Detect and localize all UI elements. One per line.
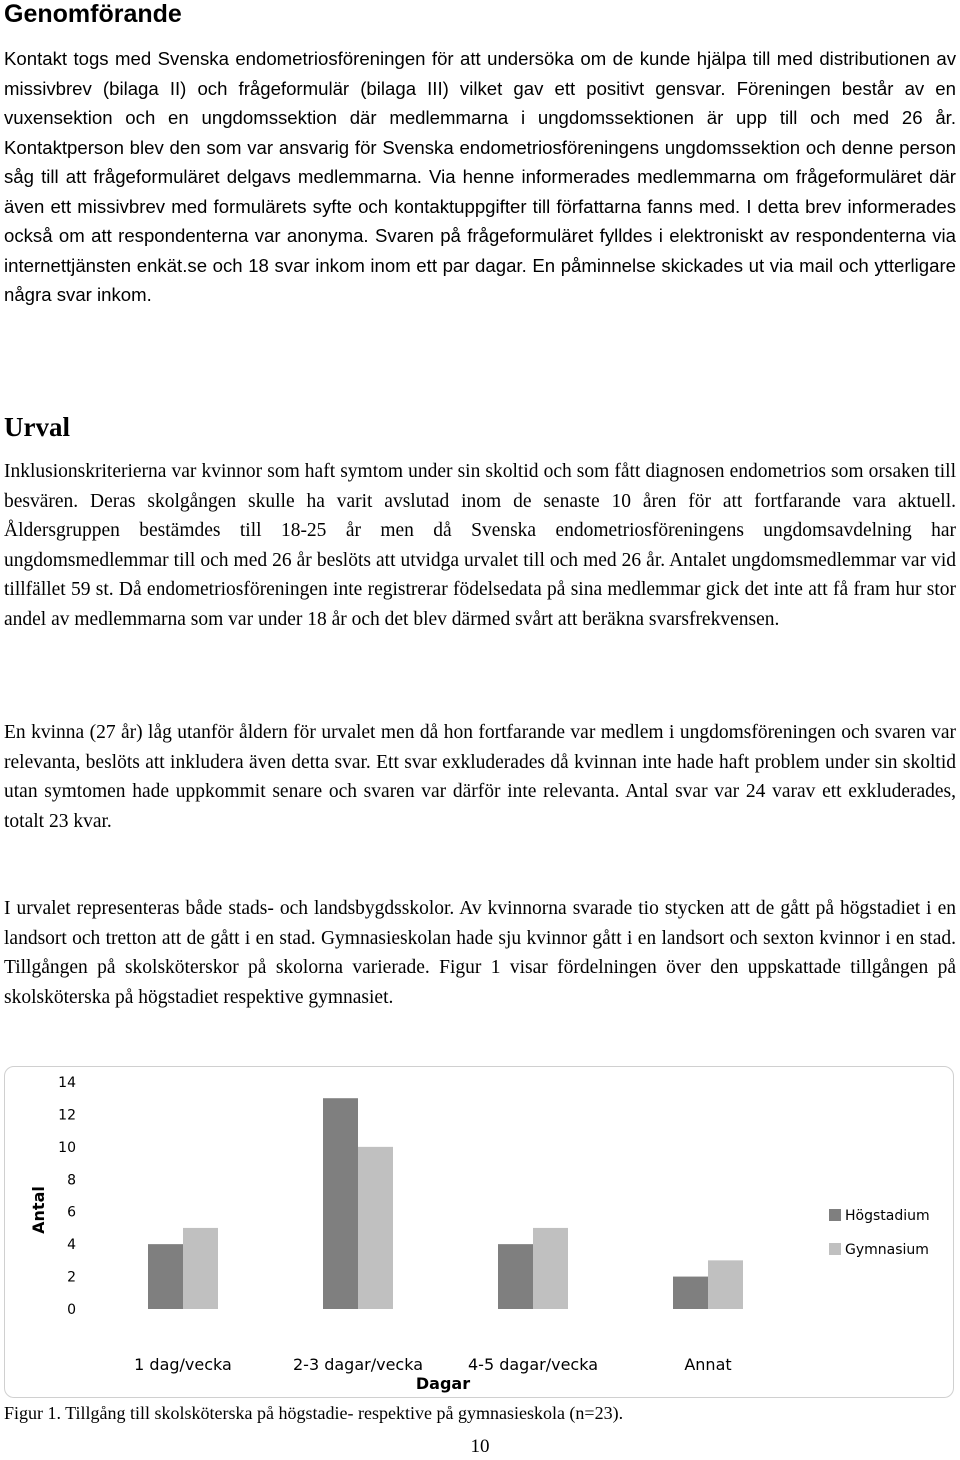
x-category-label: 2-3 dagar/vecka xyxy=(292,1355,424,1374)
bar-hogstadium-1 xyxy=(323,1098,358,1309)
bar-hogstadium-2 xyxy=(498,1244,533,1309)
y-axis-label: Antal xyxy=(29,1186,48,1234)
x-category-label: Annat xyxy=(684,1355,732,1374)
bar-gymnasium-1 xyxy=(358,1147,393,1309)
paragraph-genomforande: Kontakt togs med Svenska endometriosföreningen för att undersöka om de kunde hjälpa till med distributionen av missivbrev (bilaga II) och frågeformulär (bilaga III) vilket gav ett positivt gensvar. Föreningen består av en vuxensektion och en ungdomssektion där medlemmarna i ungdomssektionen är upp till och med 26 år. Kontaktperson blev den som var ansvarig för Svenska endometriosföreningens ungdomssektion och denne person såg till att frågeformuläret delgavs medlemmarna. Via henne informerades medlemmarna om frågeformuläret där även ett missivbrev med formulärets syfte och kontaktuppgifter till författarna fanns med. I detta brev informerades också om att respondenterna var anonyma. Svaren på frågeformuläret fylldes i elektroniskt av respondenterna via internettjänsten enkät.se och 18 svar inkom inom ett par dagar. En påminnelse skickades ut via mail och ytterligare några svar inkom. xyxy=(4,48,956,305)
legend-swatch-gymnasium xyxy=(829,1243,841,1255)
y-tick-label: 14 xyxy=(58,1075,76,1091)
y-tick-label: 0 xyxy=(67,1302,76,1318)
paragraph-urval-3: I urvalet representeras både stads- och landsbygdsskolor. Av kvinnorna svarade tio stycken att de gått på högstadiet i en landsort och tretton att de gått i en stad. Gymnasieskolan hade sju kvinnor gått i en landsort och sexton kvinnor i en stad. Tillgången på skolsköterskor på skolorna varierade. Figur 1 visar fördelningen över den uppskattade tillgången på skolsköterska på högstadiet respektive gymnasiet. xyxy=(4,898,956,1008)
bar-gymnasium-2 xyxy=(533,1228,568,1309)
paragraph-urval-2: En kvinna (27 år) låg utanför åldern för urvalet men då hon fortfarande var medlem i ungdomsföreningen och svaren var relevanta, beslöts att inkludera även detta svar. Ett svar exkluderades då kvinnan inte hade haft problem under sin skoltid utan symtomen hade uppkommit senare och svaren var därför inte relevanta. Antal svar var 24 varav ett exkluderades, totalt 23 kvar. xyxy=(4,722,956,832)
section-heading-urval: Urval xyxy=(4,412,70,442)
x-category-label: 4-5 dagar/vecka xyxy=(467,1355,599,1374)
x-category-label: 1 dag/vecka xyxy=(134,1355,232,1374)
x-axis-label: Dagar xyxy=(415,1374,471,1393)
legend-swatch-hogstadium xyxy=(829,1209,841,1221)
figure-caption: Figur 1. Tillgång till skolsköterska på högstadie- respektive på gymnasieskola (n=23). xyxy=(4,1403,624,1423)
y-tick-label: 6 xyxy=(67,1204,76,1221)
y-tick-label: 4 xyxy=(67,1237,76,1254)
bar-hogstadium-3 xyxy=(673,1277,708,1309)
bar-hogstadium-0 xyxy=(148,1244,183,1309)
page-number: 10 xyxy=(470,1436,490,1457)
section-heading-genomforande: Genomförande xyxy=(4,0,182,28)
y-tick-label: 8 xyxy=(67,1172,76,1189)
bar-gymnasium-3 xyxy=(708,1260,743,1309)
legend-label-hogstadium: Högstadium xyxy=(845,1208,930,1224)
paragraph-urval-1: Inklusionskriterierna var kvinnor som haft symtom under sin skoltid och som fått diagnosen endometrios som orsaken till besvären. Deras skolgången skulle ha varit avslutad inom de senaste 10 åren för att fortfarande vara aktuell. Åldersgruppen bestämdes till 18-25 år men då Svenska endometriosföreningens ungdomsavdelning har ungdomsmedlemmar till och med 26 år beslöts att utvidga urvalet till och med 26 år. Antalet ungdomsmedlemmar var vid tillfället 59 st. Då endometriosföreningen inte registrerar födelsedata på sina medlemmar gick det inte att få fram hur stor andel av medlemmarna som var under 18 år och det blev därmed svårt att beräkna svarsfrekvensen. xyxy=(4,461,956,630)
bar-chart xyxy=(4,1066,954,1398)
bar-chart-svg xyxy=(5,1067,953,1397)
y-tick-label: 2 xyxy=(67,1269,76,1286)
y-tick-label: 10 xyxy=(58,1139,76,1156)
bar-gymnasium-0 xyxy=(183,1228,218,1309)
y-tick-label: 12 xyxy=(58,1107,76,1124)
legend-label-gymnasium: Gymnasium xyxy=(845,1242,929,1258)
